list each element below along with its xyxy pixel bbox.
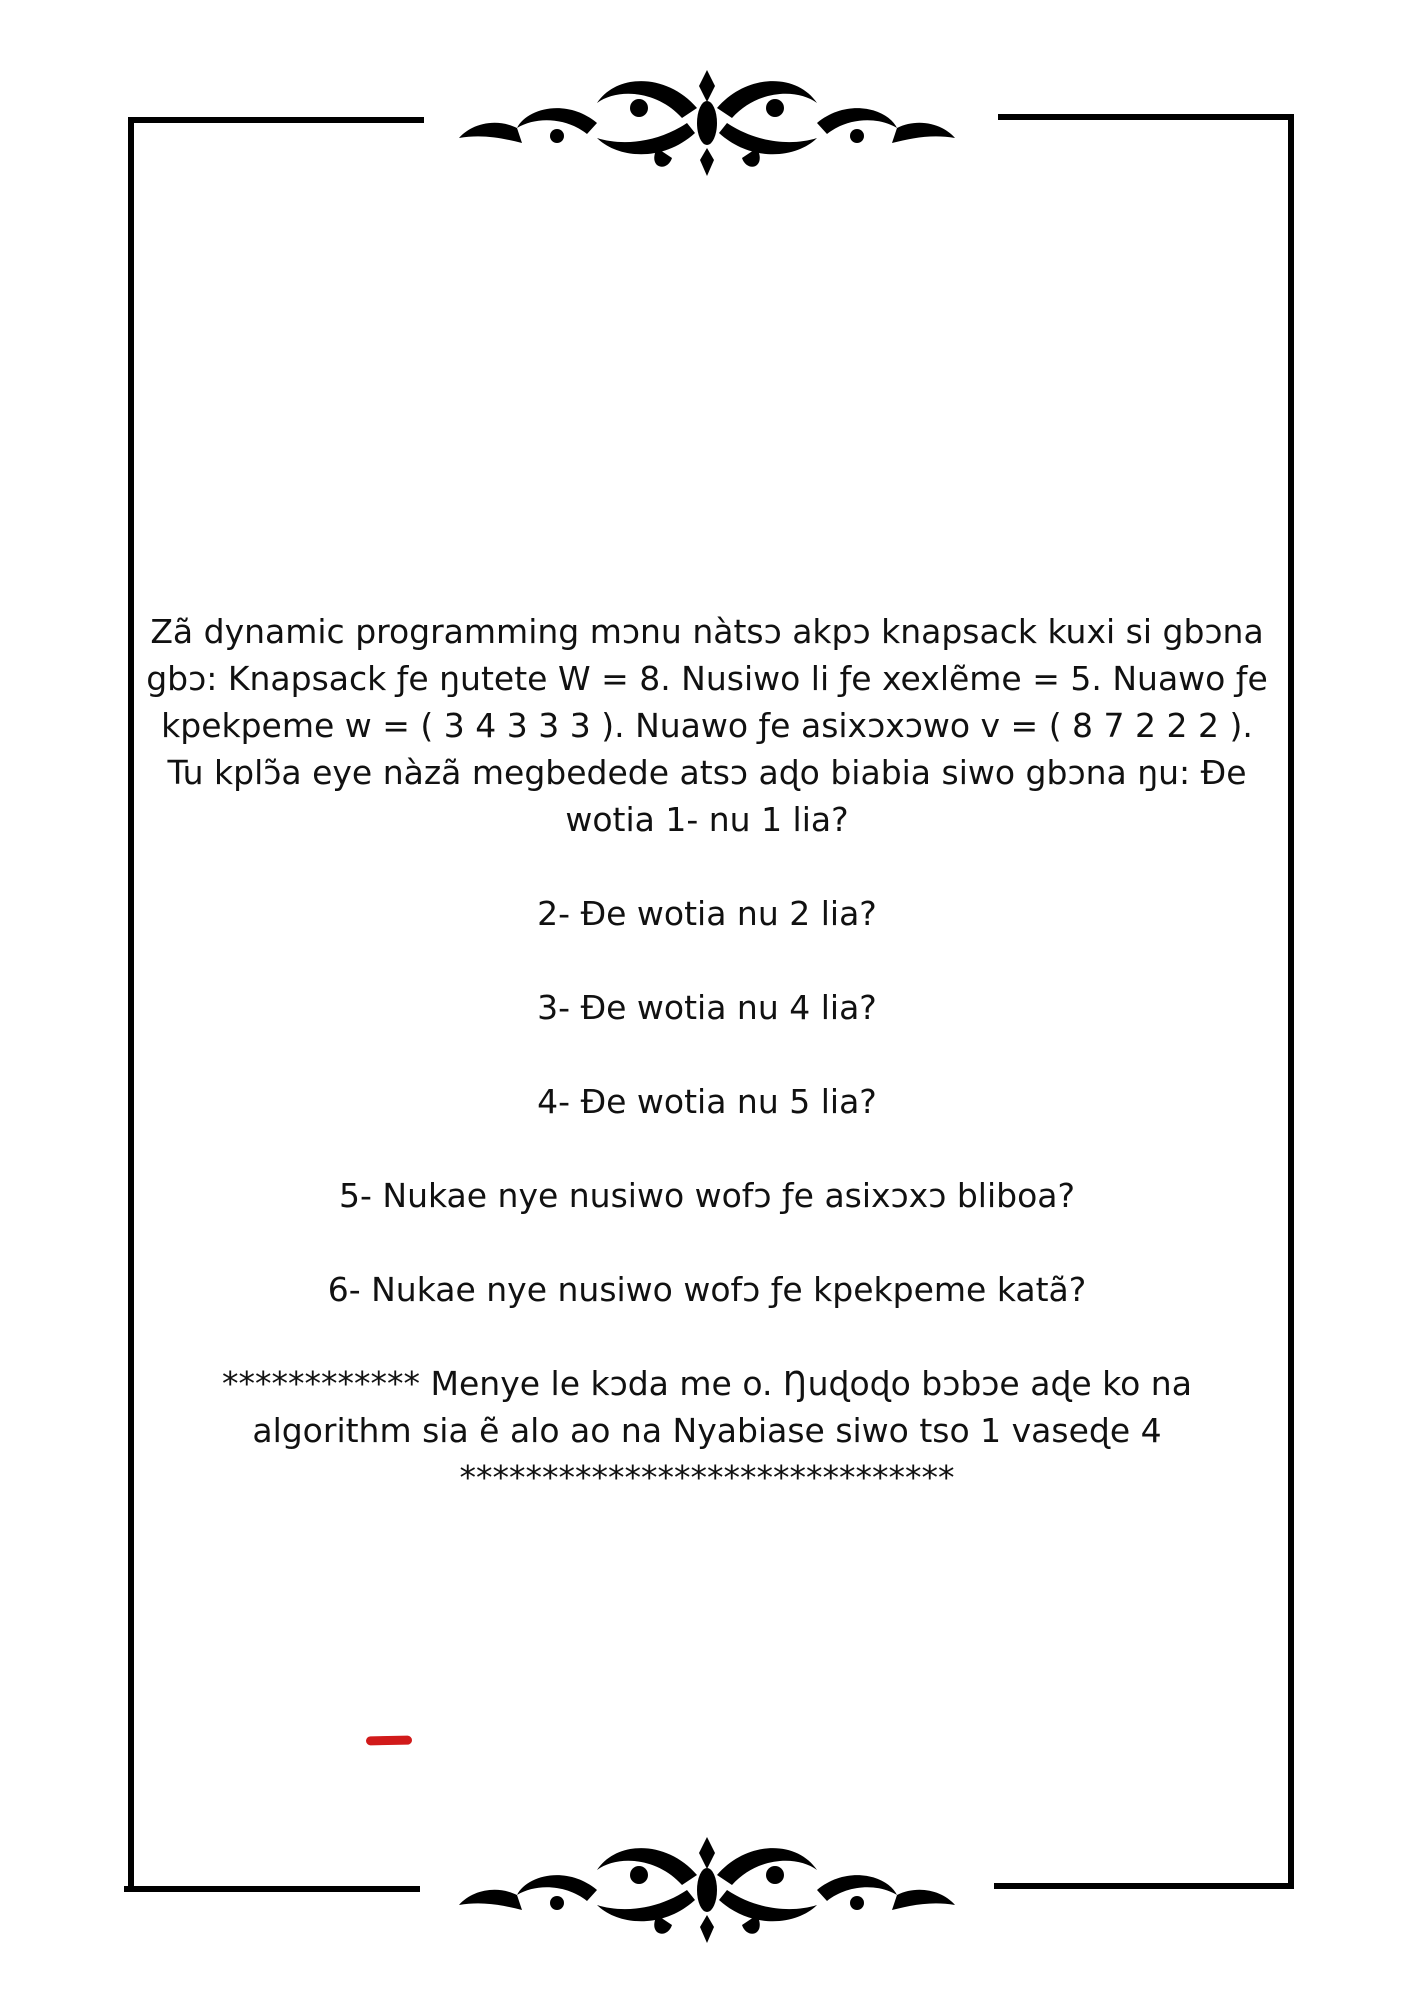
frame-right-line: [1288, 114, 1294, 1889]
exercise-text: [140, 608, 1274, 1501]
intro-paragraph: Zã dynamic programming mɔnu nàtsɔ akpɔ knapsack kuxi si gbɔna gbɔ: Knapsack ƒe ŋutete W = 8. Nusiwo li ƒe xexlẽme = 5. Nuawo ƒe kpekpeme w = ( 3 4 3 3 3 ). Nuawo ƒe asixɔxɔwo v = ( 8 7 2 2 2 ). Tu kplɔ̃a eye nàzã megbedede atsɔ aɖo biabia siwo gbɔna ŋu: Ðe wotia 1- nu 1 lia?: [146, 612, 1268, 839]
question-4: 4- Ðe wotia nu 5 lia?: [537, 1082, 877, 1121]
question-5: 5- Nukae nye nusiwo wofɔ ƒe asixɔxɔ bliboa?: [338, 1176, 1075, 1215]
question-2: 2- Ðe wotia nu 2 lia?: [537, 894, 877, 933]
frame-bottom-left-line: [124, 1886, 420, 1892]
frame-bottom-right-line: [994, 1883, 1290, 1889]
footnote: ************ Menye le kɔda me o. Ŋuɖoɖo bɔbɔe aɖe ko na algorithm sia ẽ alo ao na Nyabiase siwo tso 1 vaseɖe 4 ******************************: [222, 1364, 1192, 1497]
red-pen-mark: [366, 1736, 412, 1746]
question-6: 6- Nukae nye nusiwo wofɔ ƒe kpekpeme katã?: [327, 1270, 1087, 1309]
frame-left-line: [128, 117, 134, 1892]
bottom-floral-ornament-icon: [457, 1835, 957, 1945]
frame-top-right-line: [998, 114, 1294, 120]
top-floral-ornament-icon: [457, 68, 957, 178]
question-3: 3- Ðe wotia nu 4 lia?: [537, 988, 877, 1027]
frame-top-left-line: [128, 117, 424, 123]
